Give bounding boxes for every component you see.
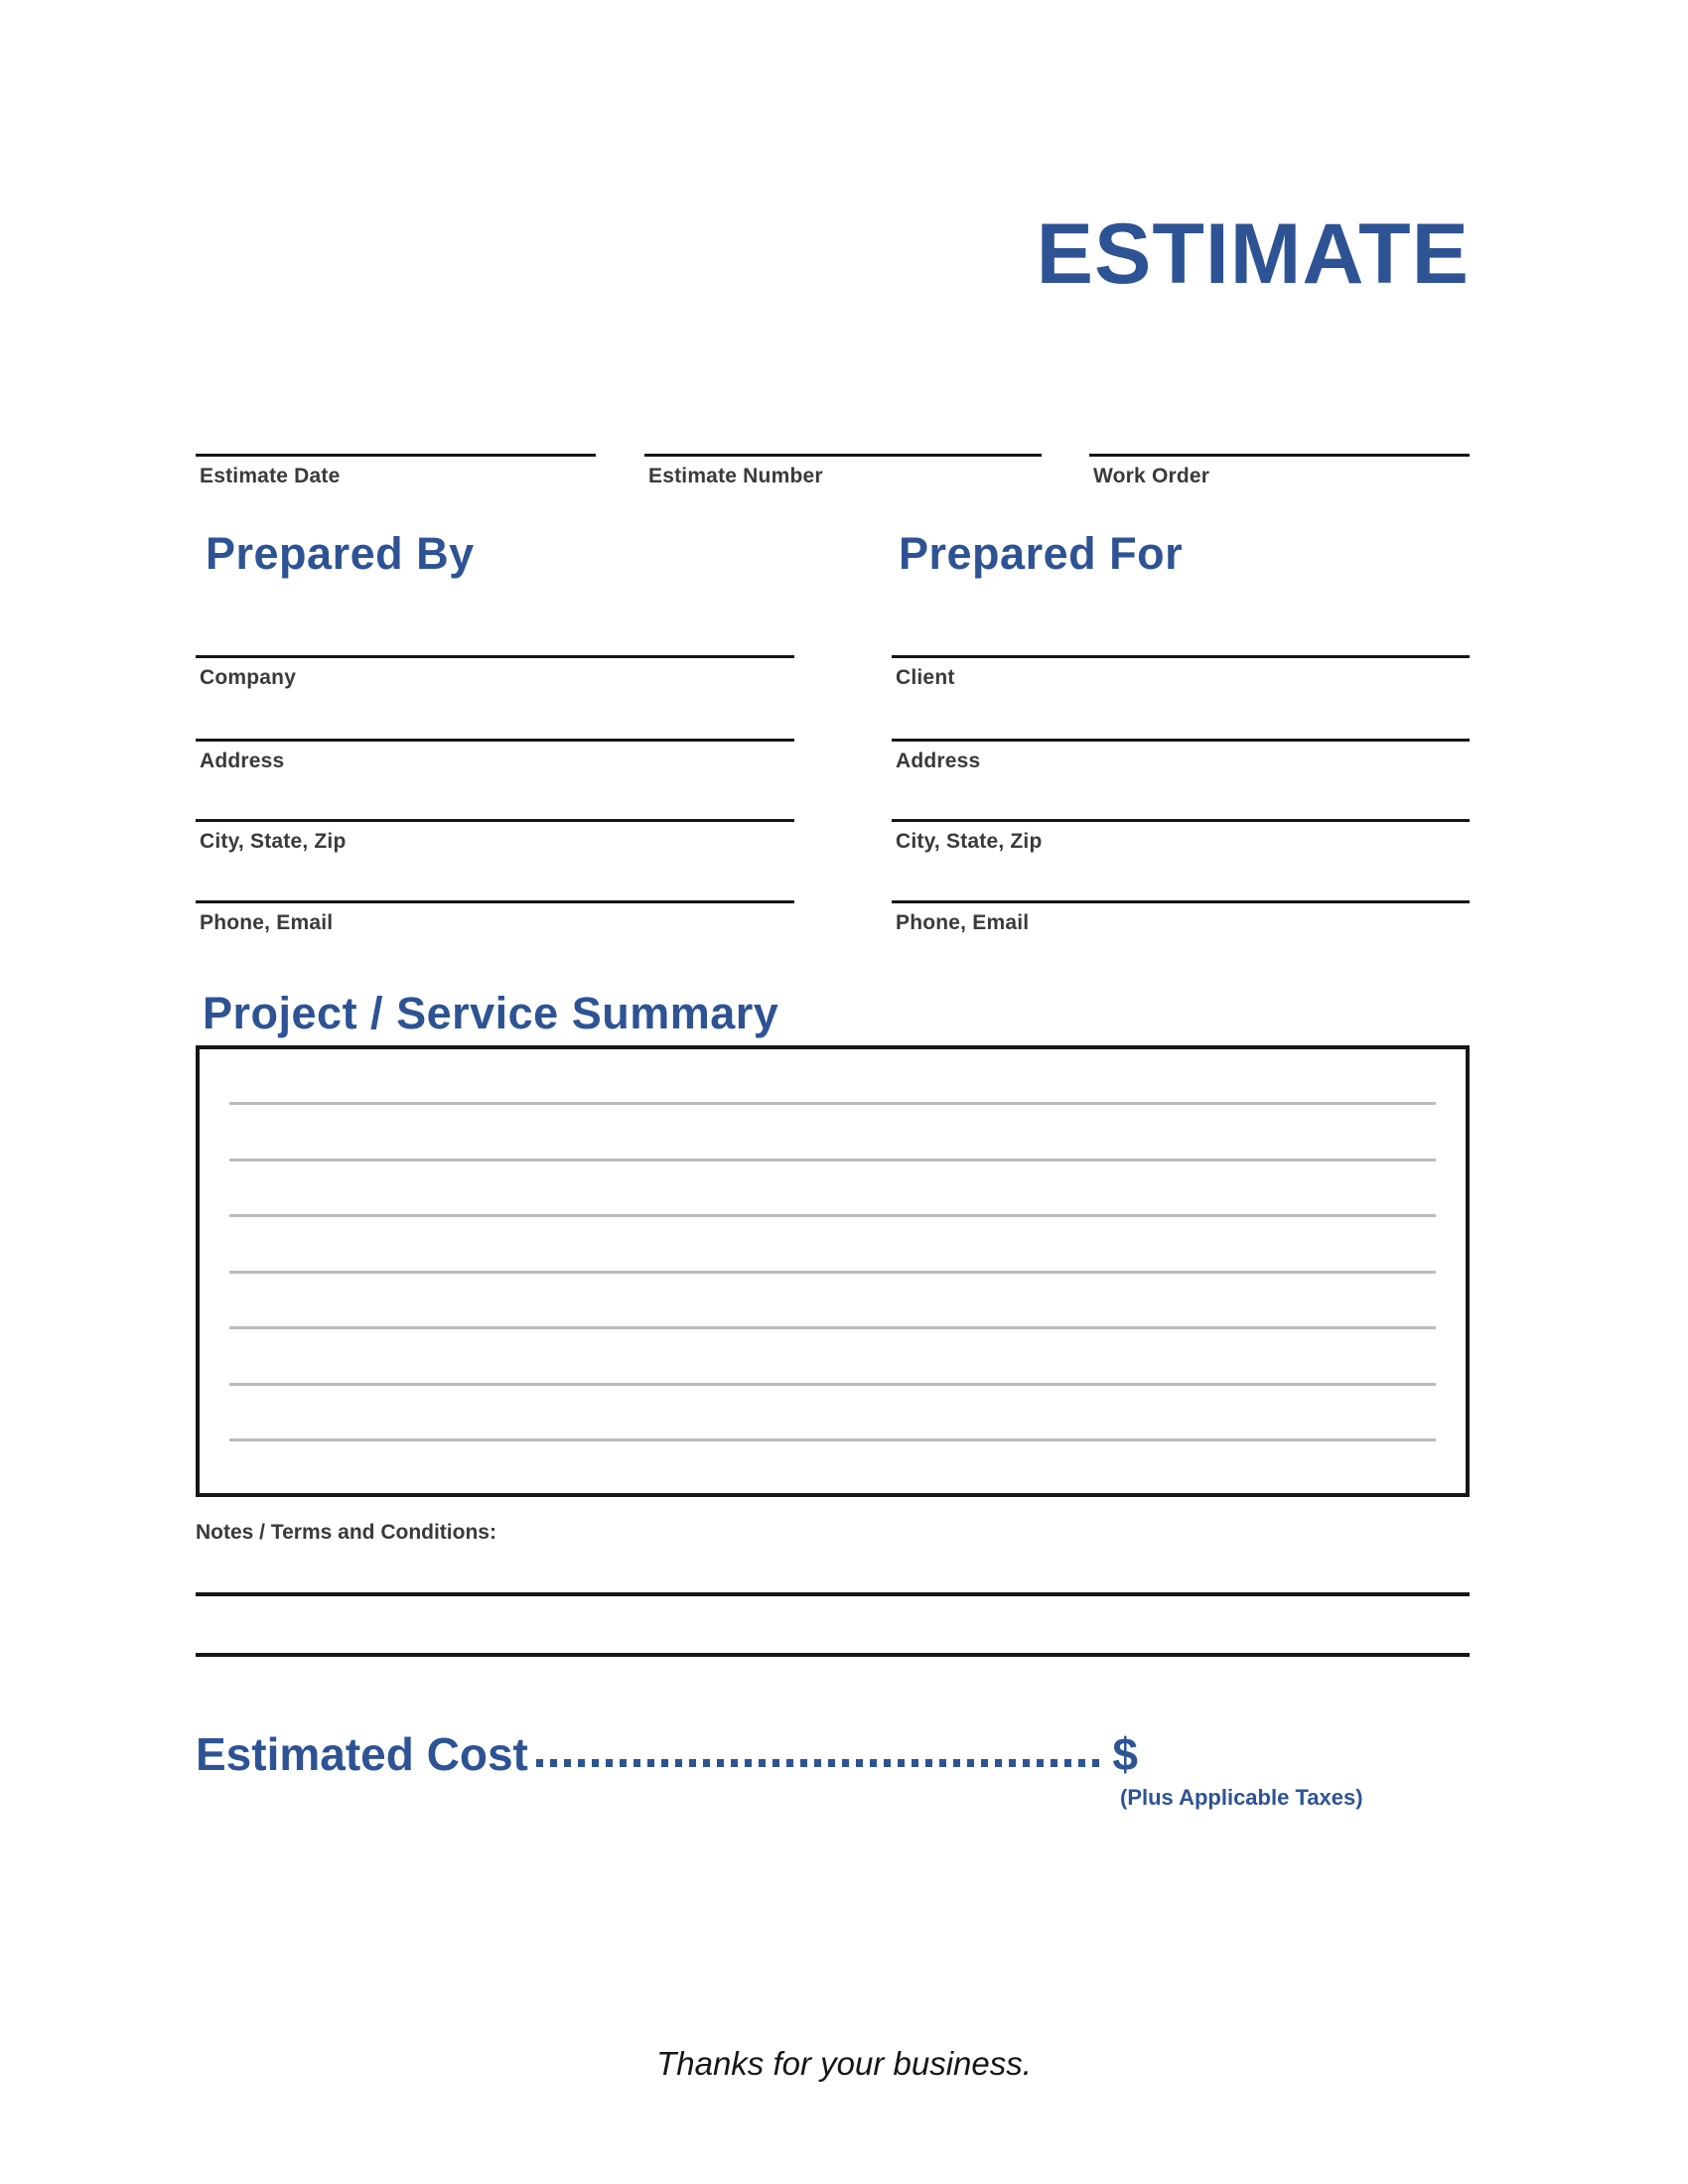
summary-ruled-line <box>229 1102 1436 1105</box>
by-city-state-zip-label: City, State, Zip <box>200 830 347 853</box>
estimate-date-input[interactable] <box>196 417 596 457</box>
notes-fill-line <box>196 1592 1470 1596</box>
notes-writing-area[interactable] <box>196 1547 1470 1661</box>
estimate-number-field <box>644 417 1042 488</box>
tax-note: (Plus Applicable Taxes) <box>1120 1785 1363 1810</box>
for-city-state-zip-input[interactable] <box>892 770 1470 822</box>
estimate-number-input[interactable] <box>644 417 1042 457</box>
footer-note: Thanks for your business. <box>656 2045 1032 2082</box>
work-order-field <box>1089 417 1470 488</box>
by-address-label: Address <box>200 750 285 772</box>
estimate-date-label: Estimate Date <box>200 465 341 487</box>
company-input[interactable] <box>196 607 794 658</box>
company-field <box>196 607 794 690</box>
by-address-input[interactable] <box>196 690 794 742</box>
summary-ruled-line <box>229 1438 1436 1441</box>
estimate-number-label: Estimate Number <box>648 465 823 487</box>
project-summary-box[interactable] <box>196 1045 1470 1497</box>
by-city-state-zip-input[interactable] <box>196 770 794 822</box>
summary-ruled-line <box>229 1326 1436 1329</box>
summary-ruled-line <box>229 1159 1436 1161</box>
for-city-state-zip-field <box>892 770 1470 854</box>
by-phone-email-label: Phone, Email <box>200 911 334 934</box>
work-order-label: Work Order <box>1093 465 1210 487</box>
for-city-state-zip-label: City, State, Zip <box>896 830 1043 853</box>
by-address-field <box>196 690 794 773</box>
by-phone-email-input[interactable] <box>196 852 794 903</box>
prepared-by-heading: Prepared By <box>206 528 475 579</box>
for-address-label: Address <box>896 750 981 772</box>
by-city-state-zip-field <box>196 770 794 854</box>
client-input[interactable] <box>892 607 1470 658</box>
for-phone-email-field <box>892 852 1470 935</box>
notes-label: Notes / Terms and Conditions: <box>196 1521 496 1544</box>
client-label: Client <box>896 666 955 689</box>
summary-ruled-line <box>229 1214 1436 1217</box>
dot-leader <box>536 1759 1105 1767</box>
estimated-cost-row <box>196 1728 1138 1780</box>
summary-ruled-line <box>229 1383 1436 1386</box>
by-phone-email-field <box>196 852 794 935</box>
notes-fill-line <box>196 1653 1470 1657</box>
client-field <box>892 607 1470 690</box>
work-order-input[interactable] <box>1089 417 1470 457</box>
estimated-cost-heading: Estimated Cost <box>196 1728 528 1780</box>
company-label: Company <box>200 666 297 689</box>
summary-ruled-line <box>229 1271 1436 1274</box>
document-title: ESTIMATE <box>1036 206 1470 302</box>
prepared-for-heading: Prepared For <box>899 528 1184 579</box>
project-summary-heading: Project / Service Summary <box>203 988 779 1038</box>
for-phone-email-label: Phone, Email <box>896 911 1030 934</box>
for-phone-email-input[interactable] <box>892 852 1470 903</box>
for-address-field <box>892 690 1470 773</box>
currency-symbol: $ <box>1112 1728 1138 1780</box>
for-address-input[interactable] <box>892 690 1470 742</box>
estimate-date-field <box>196 417 596 488</box>
